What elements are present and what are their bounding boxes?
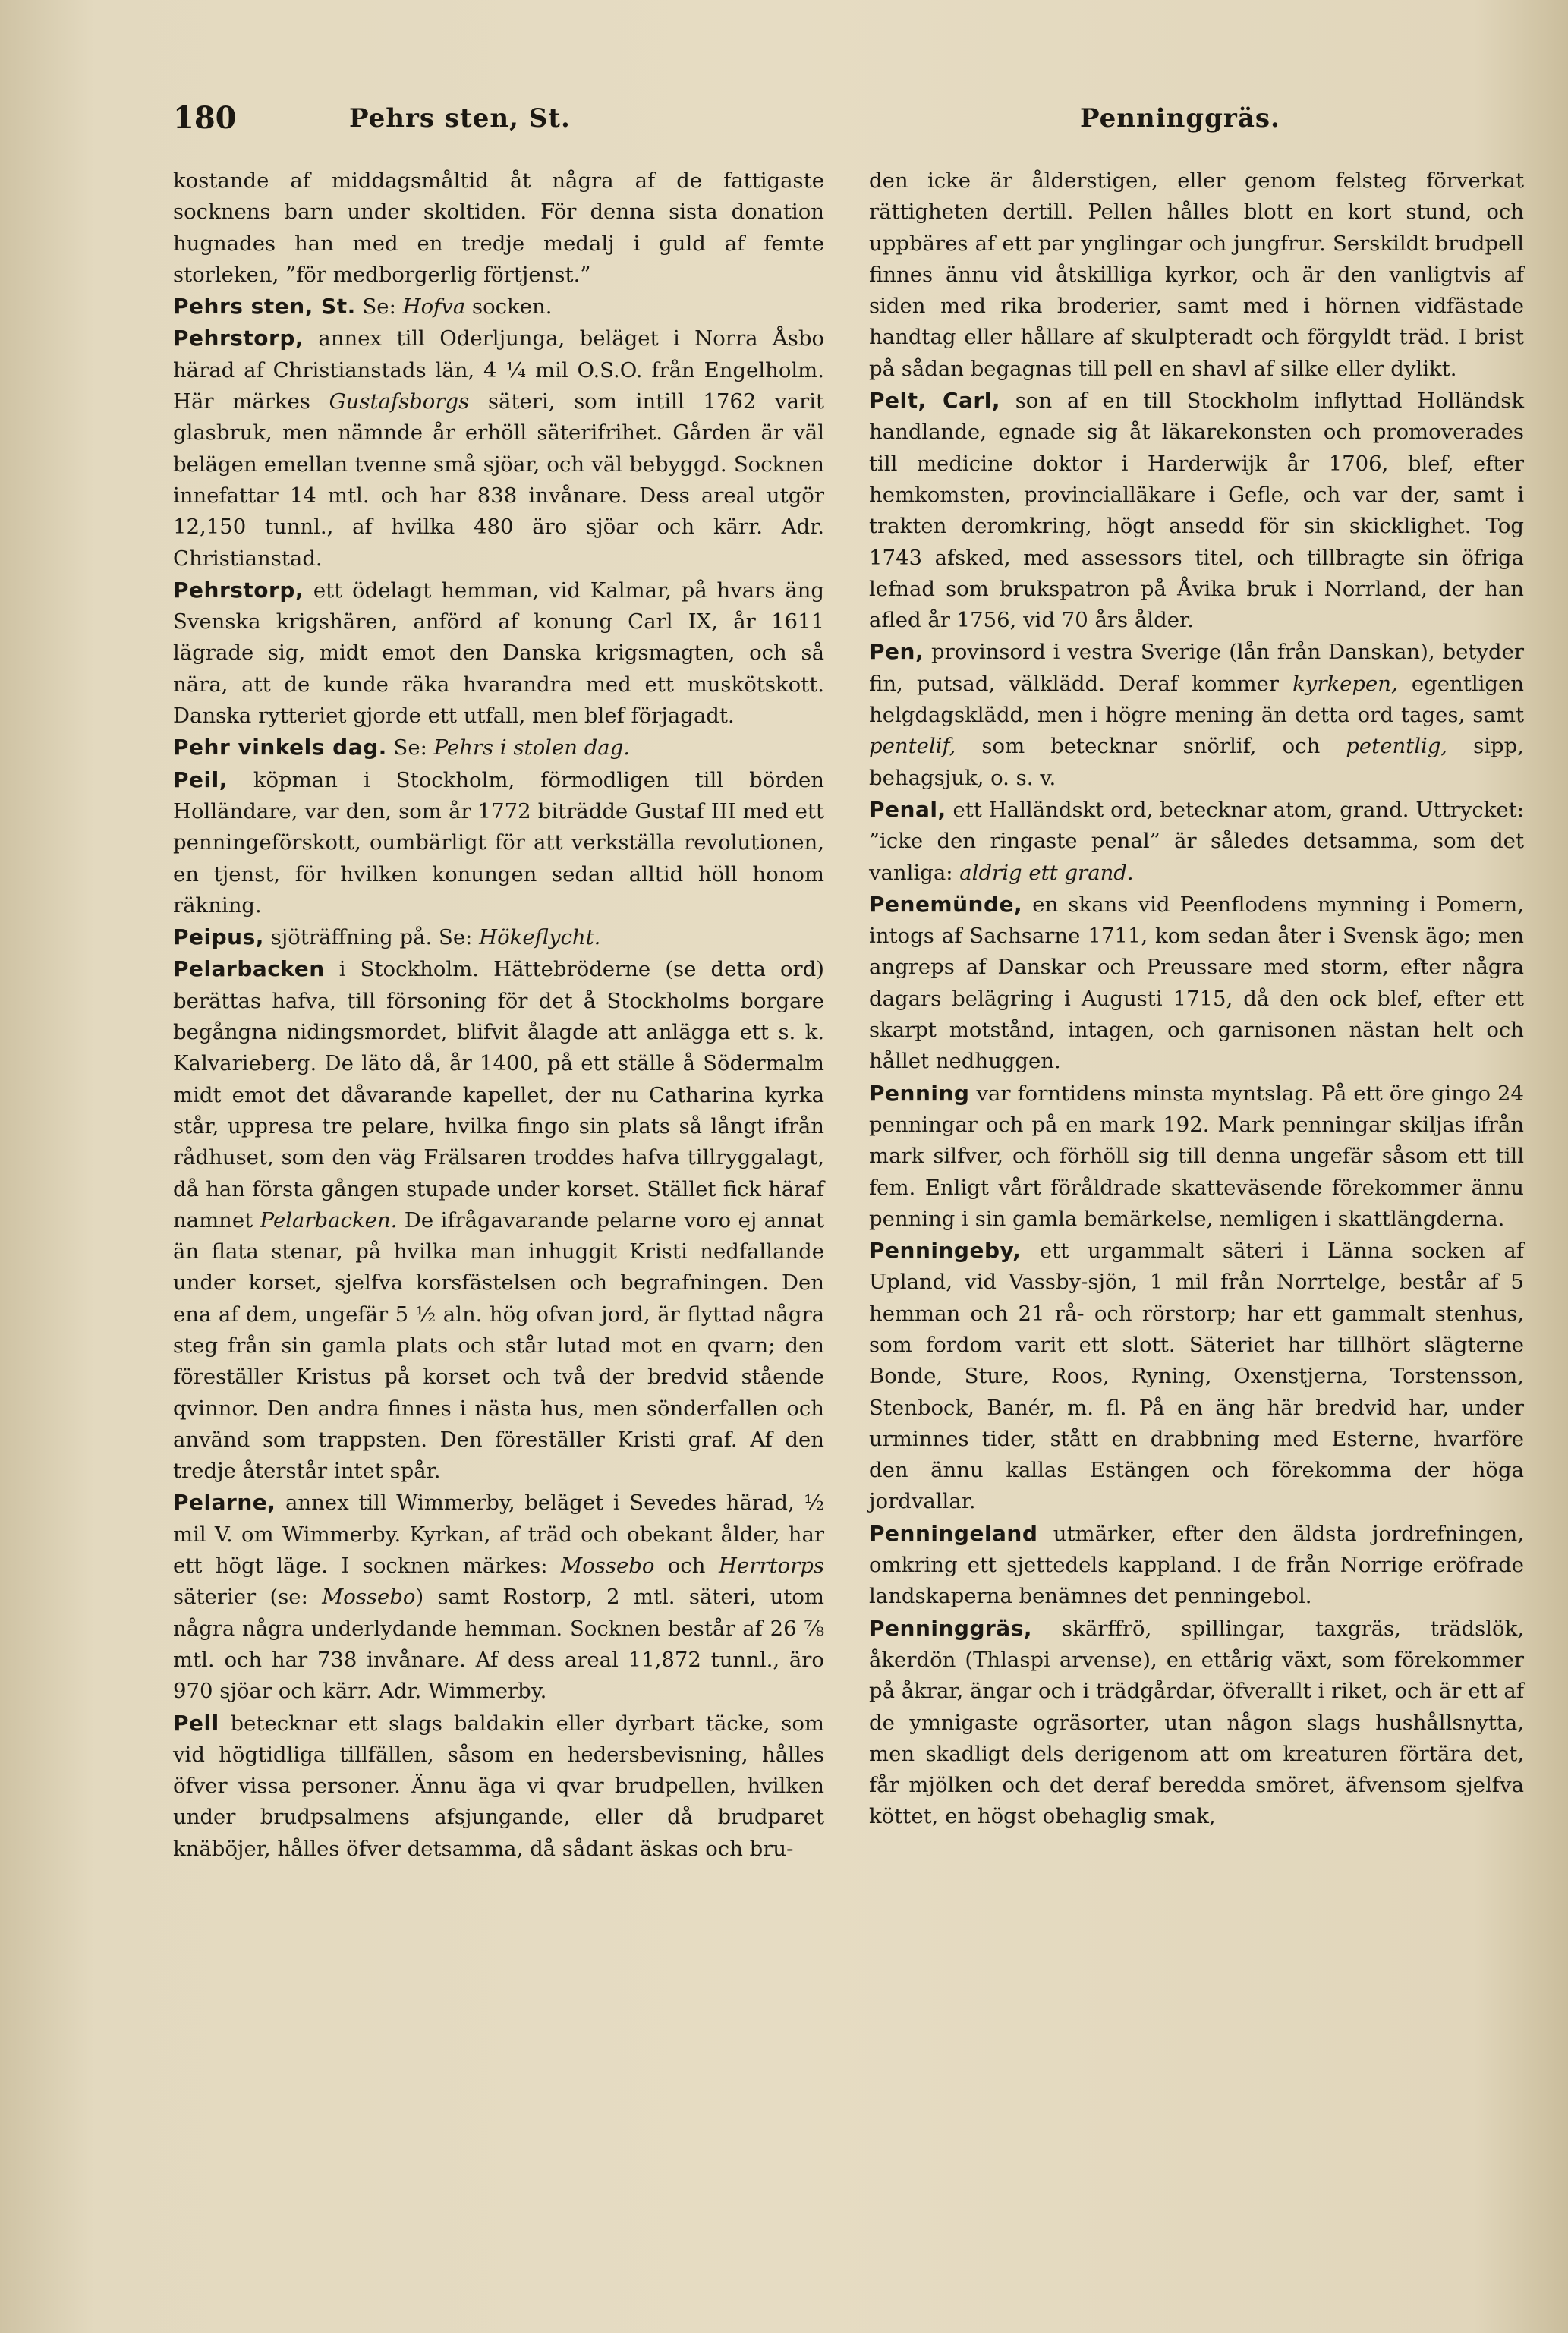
entry-penningeby: Penningeby, ett urgammalt säteri i Länna socken af Upland, vid Vassby-sjön, 1 mil från Norrtelge, består af 5 hemman och 21 rå- och rörstorp; har ett gammalt stenhus, som fordom varit ett slott. Säteriet har tillhört slägterne Bonde, Sture, Roos, Ryning, Oxenstjerna, Torstensson, Stenbock, Banér, m. fl. På en äng här bredvid har, under urminnes tider, stått en drabbning med Esterne, hvarföre den ännu kallas Estängen och förekomma der höga jordvallar. [869, 1238, 1524, 1514]
entry-penemunde: Penemünde, en skans vid Peenflodens mynning i Pomern, intogs af Sachsarne 1711, kom sedan åter i Svensk ägo; men angreps af Danskar och Preussare med storm, efter några dagars belägring i Augusti 1715, då den ock blef, efter ett skarpt motstånd, intagen, och garnisonen nästan helt och hållet nedhuggen. [869, 891, 1524, 1074]
right-running-head: Penninggräs. [1080, 103, 1280, 134]
entry-pelt-carl: Pelt, Carl, son af en till Stockholm inflyttad Holländsk handlande, egnade sig åt läkarekonsten och promoverades till medicine doktor i Harderwijk år 1706, blef, efter hemkomsten, provincialläkare i Gefle, och var der, samt i trakten deromkring, högt ansedd för sin skicklighet. Tog 1743 afsked, med assessors titel, och tillbragte sin öfriga lefnad som brukspatron på Åvika bruk i Norrland, der han afled år 1756, vid 70 års ålder. [869, 388, 1524, 633]
entry-penningeland: Penningeland utmärker, efter den äldsta jordrefningen, omkring ett sjettedels kappland. I de från Norrige eröfrade landskaperna benämnes det penningebol. [869, 1520, 1524, 1609]
headword: Penninggräs, [869, 1615, 1033, 1641]
entry-pehrstorp-1: Pehrstorp, annex till Oderljunga, beläget i Norra Åsbo härad af Christianstads län, 4 ¼ mil O.S.O. från Engelholm. Här märkes Gustafsborgs säteri, som intill 1762 varit glasbruk, men nämnde år erhöll säterifrihet. Gården är väl belägen emellan tvenne små sjöar, och väl bebyggd. Socknen innefattar 14 mtl. och har 838 invånare. Dess areal utgör 12,150 tunnl., af hvilka 480 äro sjöar och kärr. Adr. Christianstad. [173, 326, 824, 571]
headword: Penningeland [869, 1520, 1038, 1546]
headword: Peipus, [173, 924, 264, 950]
entry-pen: Pen, provinsord i vestra Sverige (lån från Danskan), betyder fin, putsad, välklädd. Deraf kommer kyrkepen, egentligen helgdagsklädd, men i högre mening än detta ord tages, samt pentelif, som betecknar snörlif, och petentlig, sipp, behagsjuk, o. s. v. [869, 639, 1524, 790]
entry-pehrs-sten: Pehrs sten, St. Se: Hofva socken. [173, 294, 553, 320]
page-header [173, 100, 1568, 146]
headword: Penningeby, [869, 1238, 1022, 1264]
headword: Pen, [869, 639, 924, 665]
entry-pelarne: Pelarne, annex till Wimmerby, beläget i Sevedes härad, ½ mil V. om Wimmerby. Kyrkan, af träd och obekant ålder, har ett högt läge. I socknen märkes: Mossebo och Herrtorps säterier (se: Mossebo) samt Rostorp, 2 mtl. säteri, utom några några underlydande hemman. Socknen består af 26 ⅞ mtl. och har 738 invånare. Af dess areal 11,872 tunnl., äro 970 sjöar och kärr. Adr. Wimmerby. [173, 1490, 824, 1704]
headword: Pehrstorp, [173, 577, 304, 603]
right-column [869, 165, 1524, 1833]
headword: Pehrstorp, [173, 326, 304, 351]
entry-penning: Penning var forntidens minsta myntslag. På ett öre gingo 24 penningar och på en mark 192. Mark penningar skiljas ifrån mark silfver, och förhöll sig till denna ungefär såsom ett till fem. Enligt vårt föråldrade skatteväsende förekommer ännu penning i sin gamla bemärkelse, nemligen i skattlängderna. [869, 1080, 1524, 1231]
left-running-head: Pehrs sten, St. [349, 103, 571, 134]
headword: Pehrs sten, St. [173, 294, 356, 320]
left-column [173, 165, 824, 1865]
headword: Pelarbacken [173, 956, 325, 982]
headword: Penal, [869, 796, 946, 822]
headword: Pelt, Carl, [869, 388, 1000, 414]
headword: Pehr vinkels dag. [173, 735, 387, 760]
entry-penninggras: Penninggräs, skärffrö, spillingar, taxgräs, trädslök, åkerdön (Thlaspi arvense), en ettårig växt, som förekommer på åkrar, ängar och i trädgårdar, öfverallt i riket, och är ett af de ymnigaste ogräsorter, utan någon slags hushållsnytta, men skadligt dels derigenom att om kreaturen förtära det, får mjölken och det deraf beredda smöret, äfvensom sjelfva köttet, en högst obehaglig smak, [869, 1615, 1524, 1829]
entry-pell: Pell betecknar ett slags baldakin eller dyrbart täcke, som vid högtidliga tillfällen, såsom en hedersbevisning, hålles öfver vissa personer. Ännu äga vi qvar brudpellen, hvilken under brudpsalmens afsjungande, eller då brudparet knäböjer, hålles öfver detsamma, då sådant äskas och bru- [173, 1710, 824, 1861]
headword: Penemünde, [869, 891, 1023, 917]
entry-peil: Peil, köpman i Stockholm, förmodligen till börden Holländare, var den, som år 1772 biträdde Gustaf III med ett penningeförskott, oumbärligt för att verkställa revolutionen, en tjenst, för hvilken konungen sedan alltid höll honom räkning. [173, 767, 824, 918]
headword: Pell [173, 1710, 219, 1736]
entry-continuation: den icke är ålderstigen, eller genom felsteg förverkat rättigheten dertill. Pellen hålles blott en kort stund, och uppbäres af ett par ynglingar och jungfrur. Serskildt brudpell finnes ännu vid åtskilliga kyrkor, och är den vanligtvis af siden med rika broderier, samt med i hörnen vidfästade handtag eller hållare af skulpteradt och förgyldt träd. I brist på sådan begagnas till pell en shavl af silke eller dylikt. [869, 168, 1524, 381]
page-number: 180 [173, 100, 237, 136]
entry-continuation: kostande af middagsmåltid åt några af de fattigaste socknens barn under skoltiden. För denna sista donation hugnades han med en tredje medalj i guld af femte storleken, ”för medborgerlig förtjenst.” [173, 168, 824, 287]
entry-pelarbacken: Pelarbacken i Stockholm. Hättebröderne (se detta ord) berättas hafva, till försoning för det å Stockholms borgare begångna nidingsmordet, blifvit ålagde att anlägga ett s. k. Kalvarieberg. De läto då, år 1400, på ett ställe å Södermalm midt emot det dåvarande kapellet, der nu Catharina kyrka står, uppresa tre pelare, hvilka fingo sin plats så långt ifrån rådhuset, som den väg Frälsaren troddes hafva tillryggalagt, då han första gången stupade under korset. Stället fick häraf namnet Pelarbacken. De ifrågavarande pelarne voro ej annat än flata stenar, på hvilka man inhuggit Kristi nedfallande under korset, sjelfva korsfästelsen och begrafningen. Den ena af dem, ungefär 5 ½ aln. hög ofvan jord, är flyttad några steg från sin gamla plats och står lutad mot en qvarn; den föreställer Kristus på korset och två der bredvid stående qvinnor. Den andra finnes i nästa hus, men sönderfallen och använd som trappsten. Den föreställer Kristi graf. Af den tredje återstår intet spår. [173, 956, 824, 1484]
entry-pehr-vinkels-dag: Pehr vinkels dag. Se: Pehrs i stolen dag. [173, 735, 631, 760]
headword: Penning [869, 1080, 970, 1106]
entry-peipus: Peipus, sjöträffning på. Se: Hökeflycht. [173, 924, 601, 950]
headword: Peil, [173, 767, 228, 792]
entry-penal: Penal, ett Halländskt ord, betecknar atom, grand. Uttrycket: ”icke den ringaste penal” är således detsamma, som det vanliga: aldrig ett grand. [869, 796, 1524, 885]
headword: Pelarne, [173, 1490, 276, 1516]
entry-pehrstorp-2: Pehrstorp, ett ödelagt hemman, vid Kalmar, på hvars äng Svenska krigshären, anförd af konung Carl IX, år 1611 lägrade sig, midt emot den Danska krigsmagten, och så nära, att de kunde räka hvarandra med ett muskötskott. Danska rytteriet gjorde ett utfall, men blef förjagadt. [173, 577, 824, 729]
